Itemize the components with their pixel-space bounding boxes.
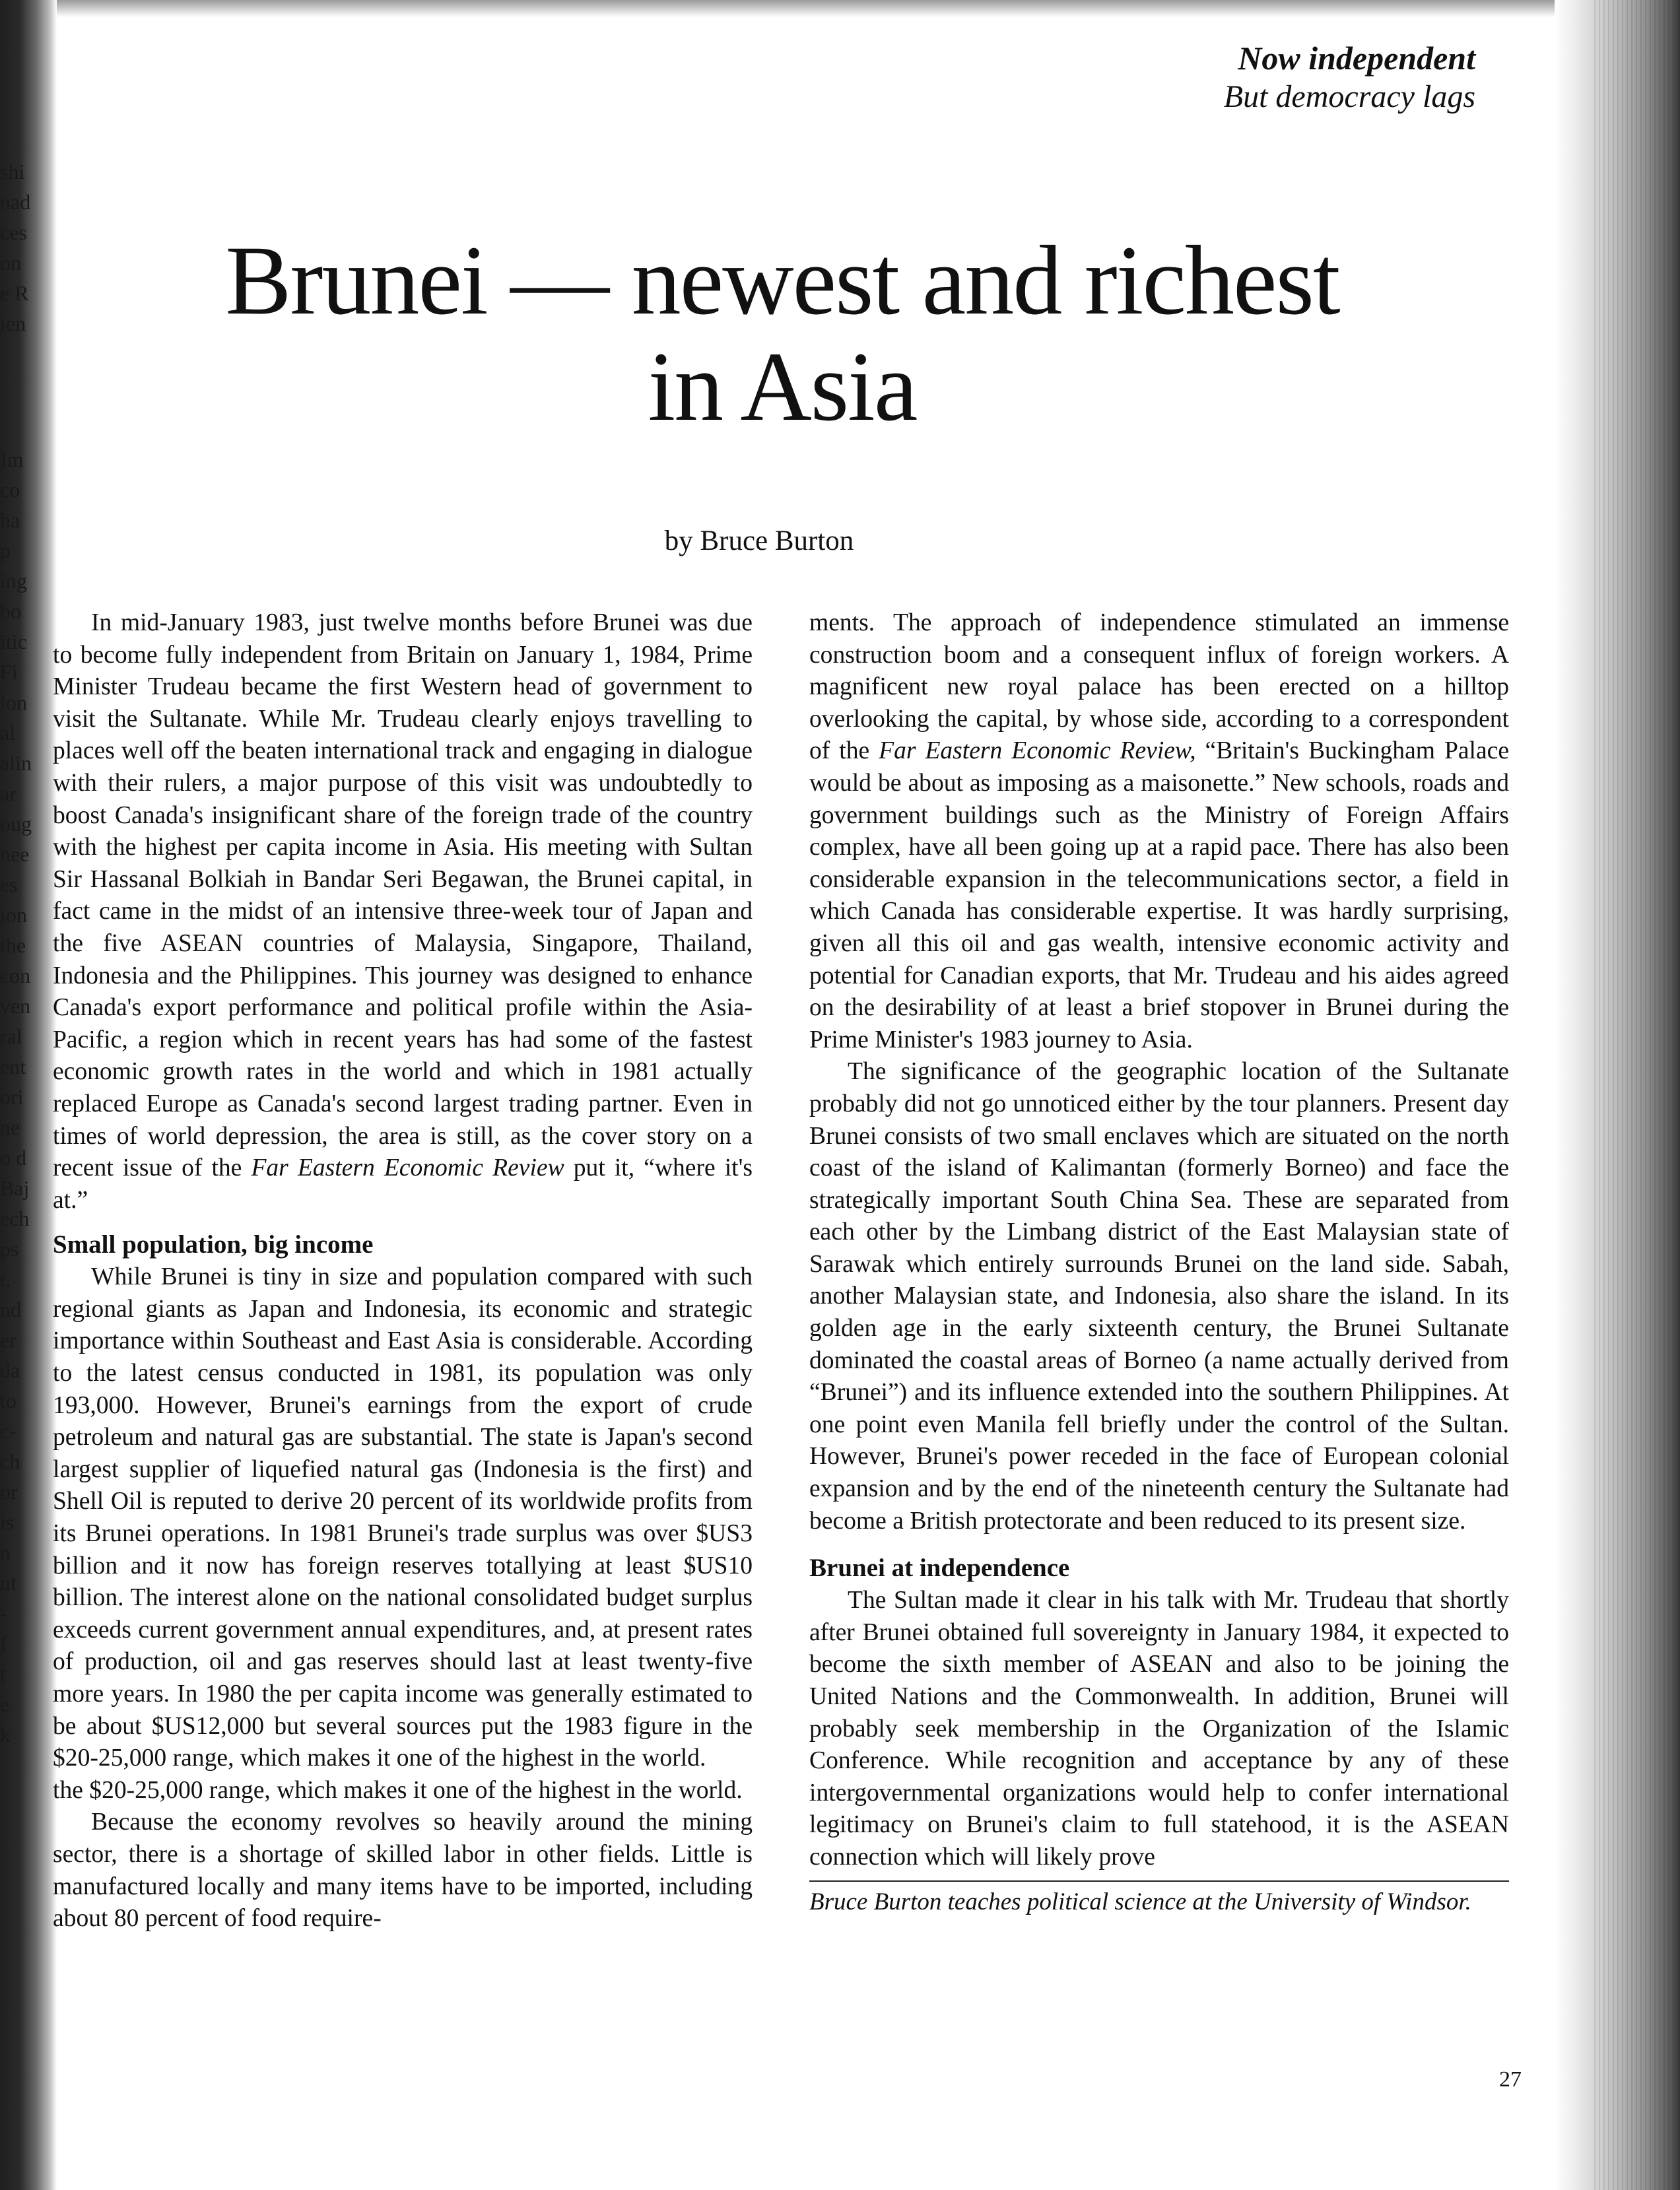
margin-fragment: o d bbox=[0, 1146, 26, 1170]
margin-fragment: nt bbox=[0, 1571, 17, 1595]
section-heading: Small population, big income bbox=[53, 1230, 374, 1259]
margin-fragment: ven bbox=[0, 994, 31, 1018]
publication-name: Far Eastern Economic Review, bbox=[879, 737, 1196, 765]
paragraph: The Sultan made it clear in his talk with Mr. Trudeau that shortly after Brunei obtained full sovereignty in January 1984, it expected to become the sixth member of ASEAN and also to be joining the United Nations and the Commonwealth. In addition, Brunei will probably seek membership in the Organization of the Islamic Conference. While recognition and acceptance by any of these intergovernmental organizations would help to confer international legitimacy on Brunei's claim to full statehood, it is the ASEAN connection which will likely prove bbox=[809, 1587, 1509, 1871]
kicker-line-1: Now independent bbox=[1238, 40, 1475, 77]
margin-fragment: alin bbox=[0, 751, 32, 775]
margin-fragment: ch bbox=[0, 1449, 20, 1473]
margin-fragment: ces bbox=[0, 220, 27, 244]
margin-fragment: er bbox=[0, 1328, 17, 1352]
margin-fragment: ent bbox=[0, 1055, 26, 1078]
margin-fragment: Baj bbox=[0, 1176, 30, 1200]
margin-fragment: itic bbox=[0, 630, 27, 653]
page-number: 27 bbox=[1499, 2067, 1522, 2092]
margin-fragment: ha bbox=[0, 508, 20, 532]
margin-fragment: ien bbox=[0, 312, 26, 335]
section-heading: Brunei at independence bbox=[809, 1554, 1070, 1583]
margin-fragment: to bbox=[0, 1389, 17, 1412]
margin-fragment: c- bbox=[0, 1419, 17, 1443]
margin-fragment: bo bbox=[0, 599, 21, 623]
margin-fragment: Fi bbox=[0, 660, 18, 684]
right-column bbox=[809, 607, 1509, 1917]
title-line-1: Brunei — newest and richest bbox=[225, 226, 1339, 335]
paragraph bbox=[809, 607, 1509, 1056]
margin-fragment: ing bbox=[0, 569, 27, 593]
paragraph: While Brunei is tiny in size and population compared with such regional giants as Japan and Indonesia, its economic and strategic importance within Southeast and East Asia is considerable. According to the latest census conducted in 1981, its population was only 193,000. However, Brunei's earnings from the export of crude petroleum and natural gas are substantial. The state is Japan's second largest supplier of liquefied natural gas (Indonesia is the first) and Shell Oil is reputed to derive 20 percent of its worldwide profits from its Brunei operations. In 1981 Brunei's trade surplus was over $US3 billion and it now has foreign reserves totallying at least $US10 billion. The interest alone on the national consolidated budget surplus exceeds current government annual expenditures, and, at present rates of production, oil and gas reserves should last at least twenty-five more years. In 1980 the per capita income was generally estimated to be about $US12,000 but several sources put the 1983 figure in the $20-25,000 range, which makes it one of the highest in the world. bbox=[53, 1263, 753, 1772]
margin-fragment: con bbox=[0, 964, 31, 987]
margin-fragment: on bbox=[0, 251, 21, 275]
margin-fragment: t bbox=[0, 1662, 6, 1686]
margin-fragment: nee bbox=[0, 842, 30, 866]
paragraph bbox=[53, 607, 753, 1216]
margin-fragment: ps bbox=[0, 1237, 19, 1261]
scan-top-shadow bbox=[0, 0, 1680, 17]
paragraph-text: put it, “where it's at.” bbox=[53, 1154, 753, 1214]
margin-fragment: ori bbox=[0, 1085, 24, 1109]
paragraph: the $20-25,000 range, which makes it one of the highest in the world. bbox=[53, 1776, 743, 1804]
margin-fragment: ech bbox=[0, 1207, 30, 1230]
margin-fragment: al bbox=[0, 721, 16, 745]
margin-fragment: es bbox=[0, 873, 18, 896]
paragraph-text: ments. The approach of independence stimulated an immense construction boom and a consequent influx of foreign workers. A magnificent new royal palace has been erected on a hilltop overlooking the capital, by whose side, according to a correspondent of the bbox=[809, 609, 1509, 765]
margin-fragment: lon bbox=[0, 690, 27, 714]
margin-fragment: the bbox=[0, 933, 26, 957]
kicker-line-2: But democracy lags bbox=[1223, 79, 1475, 114]
margin-fragment: da bbox=[0, 1358, 20, 1382]
margin-fragment: f bbox=[0, 1632, 7, 1655]
kicker bbox=[1224, 38, 1475, 116]
margin-fragment: oug bbox=[0, 812, 32, 836]
margin-fragment: nad bbox=[0, 190, 31, 214]
book-page-stack-right bbox=[1555, 0, 1680, 2190]
article-title bbox=[106, 228, 1459, 440]
margin-fragment: k bbox=[0, 1723, 11, 1746]
left-column bbox=[53, 607, 753, 1935]
margin-fragment: t. bbox=[0, 1267, 11, 1291]
margin-fragment: e R bbox=[0, 281, 29, 305]
paragraph-text: “Britain's Buckingham Palace would be about as imposing as a maisonette.” New schools, roads and government buildings such as the Ministry of Foreign Affairs complex, have all been going up at a rapid pace. There has also been considerable expansion in the telecommunications sector, a field in which Canada has considerable expertise. It was hardly surprising, given all this oil and gas wealth, intensive economic activity and potential for Canadian exports, that Mr. Trudeau and his aides agreed on the desirability of at least a brief stopover in Brunei during the Prime Minister's 1983 journey to Asia. bbox=[809, 737, 1509, 1053]
margin-fragment: Im bbox=[0, 448, 24, 471]
paragraph: Because the economy revolves so heavily around the mining sector, there is a shortage of skilled labor in other fields. Little is manufactured locally and many items have to be imported, including about 80 percent of food require- bbox=[53, 1808, 753, 1933]
margin-fragment: co bbox=[0, 478, 20, 502]
margin-fragment: ion bbox=[0, 903, 27, 927]
margin-fragment: nd bbox=[0, 1298, 21, 1321]
margin-fragment: n bbox=[0, 1541, 11, 1564]
margin-fragment: shi bbox=[0, 160, 25, 183]
margin-fragment: ar bbox=[0, 781, 17, 805]
margin-fragment: ne bbox=[0, 1115, 20, 1139]
margin-fragment: ral bbox=[0, 1024, 22, 1048]
paragraph-text: In mid-January 1983, just twelve months before Brunei was due to become fully independent from Britain on January 1, 1984, Prime Minister Trudeau became the first Western head of government to visit the Sultanate. While Mr. Trudeau clearly enjoys travelling to places well off the beaten international track and engaging in dialogue with their rulers, a major purpose of this visit was undoubtedly to boost Canada's insignificant share of the foreign trade of the country with the highest per capita income in Asia. His meeting with Sultan Sir Hassanal Bolkiah in Bandar Seri Begawan, the Brunei capital, in fact came in the midst of an intensive three-week tour of Japan and the five ASEAN countries of Malaysia, Singapore, Thailand, Indonesia and the Philippines. This journey was designed to enhance Canada's export performance and political profile within the Asia-Pacific, a region which in recent years has had some of the fastest economic growth rates in the world and which in 1981 actually replaced Europe as Canada's second largest trading partner. Even in times of world depression, the area is still, as the cover story on a recent issue of the bbox=[53, 609, 753, 1182]
byline: by Bruce Burton bbox=[664, 525, 854, 556]
publication-name: Far Eastern Economic Review bbox=[251, 1154, 564, 1182]
title-line-2: in Asia bbox=[648, 331, 917, 442]
author-note: Bruce Burton teaches political science at the University of Windsor. bbox=[809, 1880, 1509, 1917]
margin-fragment: - bbox=[0, 1601, 7, 1625]
paragraph: The significance of the geographic location of the Sultanate probably did not go unnoticed either by the tour planners. Present day Brunei consists of two small enclaves which are situated on the north coast of the island of Kalimantan (formerly Borneo) and face the strategically important South China Sea. These are separated from each other by the Limbang district of the East Malaysian state of Sarawak which entirely surrounds Brunei on the land side. Sabah, another Malaysian state, and Indonesia, also share the island. In its golden age in the early sixteenth century, the Brunei Sultanate dominated the coastal areas of Borneo (a name actually derived from “Brunei”) and its influence extended into the southern Philippines. At one point even Manila fell briefly under the control of the Sultan. However, Brunei's power receded in the face of European colonial expansion and by the end of the nineteenth century the Sultanate had become a British protectorate and been reduced to its present size. bbox=[809, 1058, 1509, 1535]
margin-fragment: is bbox=[0, 1510, 15, 1534]
margin-fragment: or bbox=[0, 1480, 18, 1504]
margin-fragment: e bbox=[0, 1692, 10, 1716]
margin-fragment: p bbox=[0, 539, 11, 562]
